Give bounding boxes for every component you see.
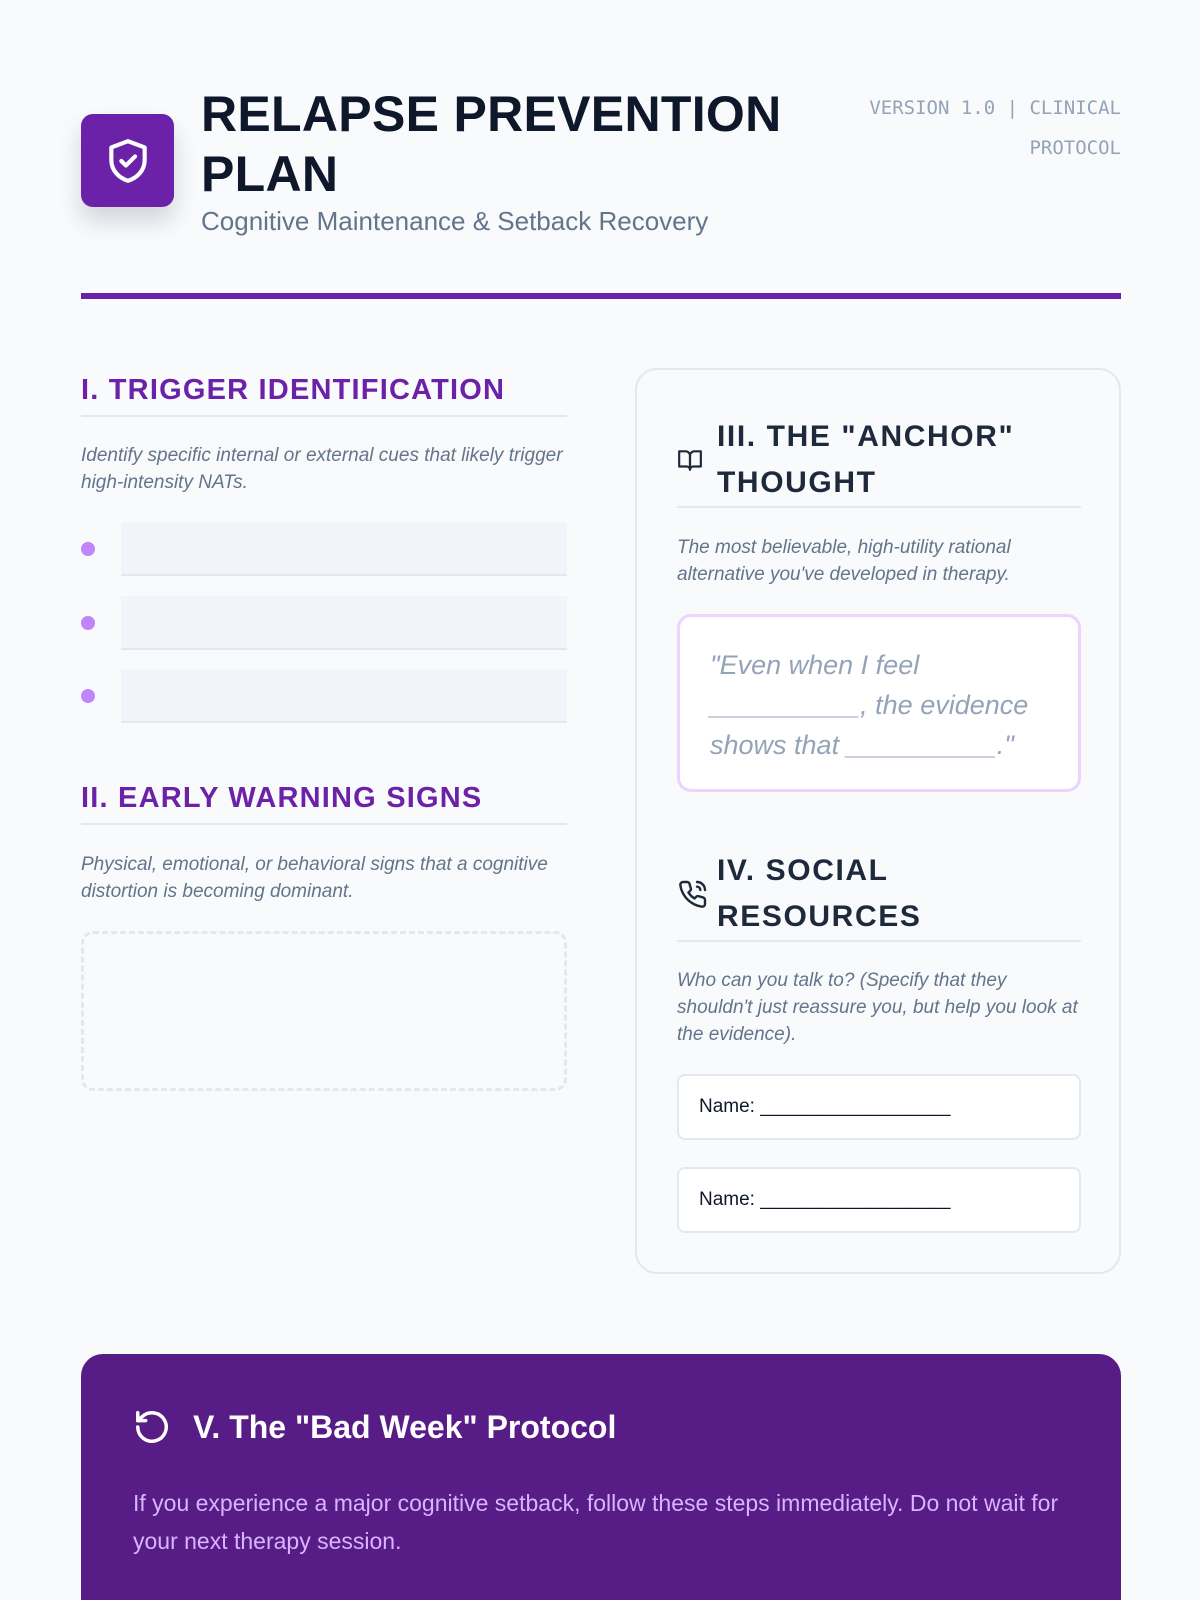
social-name-field-2[interactable]: Name: __________________ [677,1167,1081,1233]
social-heading: IV. SOCIAL RESOURCES [717,854,922,933]
protocol-heading-row [133,1406,616,1448]
rotate-ccw-icon [133,1408,193,1446]
anchor-thought-field[interactable]: "Even when I feel __________, the evidence shows that __________." [677,614,1081,792]
social-description: Who can you talk to? (Specify that they shouldn't just reassure you, but help you look at the evidence). [677,970,1078,1045]
bullet-icon [81,689,95,703]
anchor-social-card [635,368,1121,1274]
trigger-row-2 [81,596,567,650]
social-heading-row [677,848,1081,942]
anchor-heading: III. THE "ANCHOR" THOUGHT [717,420,1015,499]
warning-description: Physical, emotional, or behavioral signs that a cognitive distortion is becoming dominant. [81,854,548,902]
warning-heading: II. EARLY WARNING SIGNS [81,781,567,825]
bullet-icon [81,542,95,556]
phone-call-icon [677,878,717,910]
bullet-icon [81,616,95,630]
version-label: VERSION 1.0 | CLINICAL PROTOCOL [869,97,1121,159]
trigger-row-1 [81,522,567,576]
bad-week-protocol-panel [81,1354,1121,1600]
protocol-heading: V. The "Bad Week" Protocol [193,1408,617,1445]
trigger-input-1[interactable] [121,522,567,576]
trigger-input-2[interactable] [121,596,567,650]
header [81,84,1121,244]
anchor-heading-row [677,414,1081,508]
book-open-icon [677,447,717,473]
warning-signs-area[interactable] [81,931,567,1091]
trigger-input-3[interactable] [121,669,567,723]
trigger-row-3 [81,669,567,723]
anchor-description: The most believable, high-utility rational alternative you've developed in therapy. [677,537,1011,585]
shield-check-icon [81,114,174,207]
trigger-heading: I. TRIGGER IDENTIFICATION [81,373,567,417]
social-name-field-1[interactable]: Name: __________________ [677,1074,1081,1140]
protocol-description: If you experience a major cognitive setback, follow these steps immediately. Do not wait for your next therapy session. [133,1490,1059,1554]
trigger-description: Identify specific internal or external cues that likely trigger high-intensity NATs. [81,445,563,493]
page-title: RELAPSE PREVENTION PLAN [201,86,782,202]
header-divider [81,293,1121,299]
page-subtitle: Cognitive Maintenance & Setback Recovery [201,206,709,236]
